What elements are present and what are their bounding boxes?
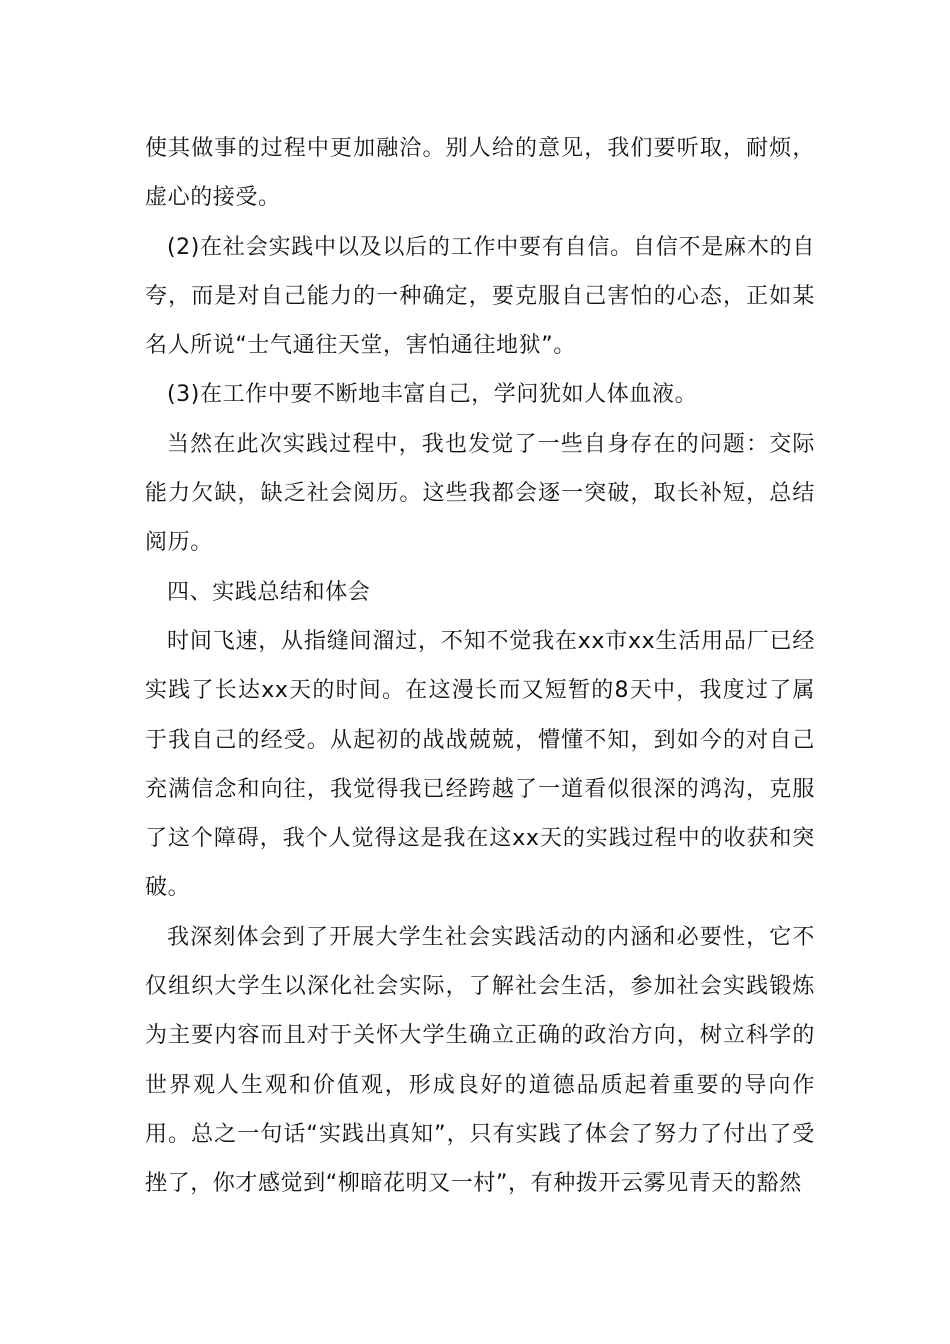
paragraph-3: (3)在工作中要不断地丰富自己，学问犹如人体血液。 [167,382,698,408]
paragraph-1: 使其做事的过程中更加融洽。别人给的意见，我们要听取，耐烦，虚心的接受。 [145,136,815,211]
paragraph-2: (2)在社会实践中以及以后的工作中要有自信。自信不是麻木的自夸，而是对自己能力的一种确定，要克服自己害怕的心态，正如某名人所说“士气通往天堂，害怕通往地狱”。 [145,234,815,359]
paragraph-5: 时间飞速，从指缝间溜过，不知不觉我在xx市xx生活用品厂已经实践了长达xx天的时间。在这漫长而又短暂的8天中，我度过了属于我自己的经受。从起初的战战兢兢，懵懂不知，到如今的对自己充满信念和向往，我觉得我已经跨越了一道看似很深的鸿沟，克服了这个障碍，我个人觉得这是我在这xx天的实践过程中的收获和突破。 [145,628,815,901]
document-body [145,124,815,1209]
paragraph-4: 当然在此次实践过程中，我也发觉了一些自身存在的问题：交际能力欠缺，缺乏社会阅历。这些我都会逐一突破，取长补短，总结阅历。 [145,431,815,556]
section-heading: 四、实践总结和体会 [167,579,371,605]
paragraph-6: 我深刻体会到了开展大学生社会实践活动的内涵和必要性，它不仅组织大学生以深化社会实际，了解社会生活，参加社会实践锻炼为主要内容而且对于关怀大学生确立正确的政治方向，树立科学的世界观人生观和价值观，形成良好的道德品质起着重要的导向作用。总之一句话“实践出真知”，只有实践了体会了努力了付出了受挫了，你才感觉到“柳暗花明又一村”，有种拨开云雾见青天的豁然 [145,924,815,1197]
